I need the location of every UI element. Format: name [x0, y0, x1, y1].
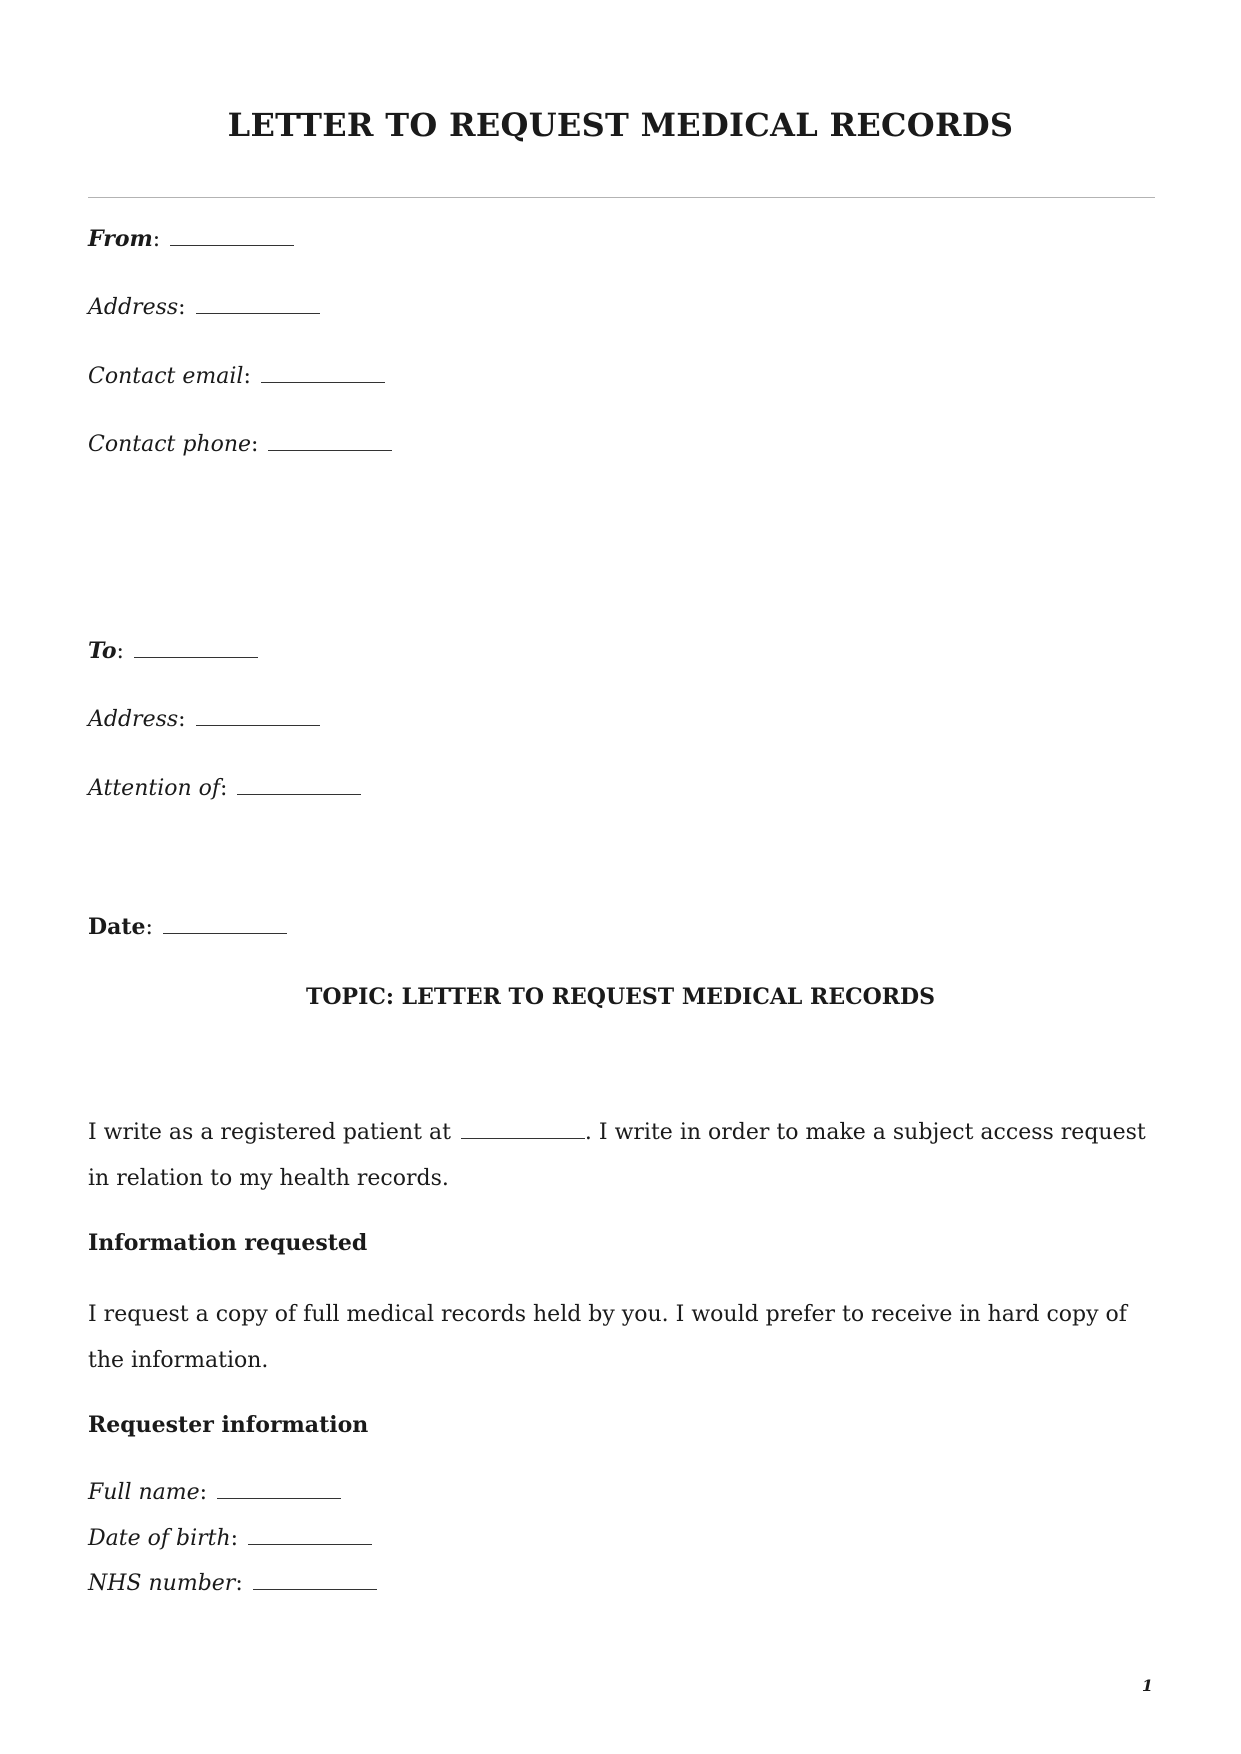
- full-name-label: Full name: [88, 1480, 200, 1505]
- info-requested-paragraph: I request a copy of full medical records held by you. I would prefer to receive in hard copy of the information.: [88, 1302, 1127, 1373]
- to-label: To: [88, 638, 117, 664]
- full-name-blank[interactable]: [217, 1480, 341, 1499]
- recipient-address-field: Address:: [88, 707, 320, 732]
- intro-paragraph: [88, 1110, 1158, 1202]
- practice-blank[interactable]: [461, 1120, 585, 1139]
- title-divider: [88, 197, 1155, 198]
- topic-heading: TOPIC: LETTER TO REQUEST MEDICAL RECORDS: [305, 984, 936, 1010]
- dob-field: Date of birth:: [88, 1526, 372, 1551]
- from-blank[interactable]: [170, 227, 294, 246]
- intro-text-end: . I write in order to make a subject access request in relation to my health records.: [88, 1120, 1146, 1191]
- from-field: From:: [88, 226, 294, 252]
- date-label: Date: [88, 914, 146, 940]
- date-field: Date:: [88, 914, 287, 940]
- contact-phone-label: Contact phone: [88, 432, 252, 457]
- full-name-field: Full name:: [88, 1480, 341, 1505]
- date-blank[interactable]: [163, 915, 287, 934]
- intro-text-start: I write as a registered patient at: [88, 1120, 451, 1145]
- contact-phone-blank[interactable]: [268, 432, 392, 451]
- attention-blank[interactable]: [237, 776, 361, 795]
- contact-email-field: Contact email:: [88, 364, 385, 389]
- attention-field: Attention of:: [88, 776, 361, 801]
- dob-blank[interactable]: [248, 1526, 372, 1545]
- nhs-number-label: NHS number: [88, 1571, 236, 1596]
- recipient-address-blank[interactable]: [196, 707, 320, 726]
- sender-address-label: Address: [88, 295, 179, 320]
- sender-address-field: Address:: [88, 295, 320, 320]
- info-requested-heading: Information requested: [88, 1230, 368, 1256]
- document-title: LETTER TO REQUEST MEDICAL RECORDS: [227, 106, 1014, 144]
- recipient-address-label: Address: [88, 707, 179, 732]
- to-blank[interactable]: [134, 639, 258, 658]
- to-field: To:: [88, 638, 258, 664]
- attention-label: Attention of: [88, 776, 221, 801]
- page-number: 1: [1141, 1676, 1153, 1695]
- nhs-number-blank[interactable]: [253, 1571, 377, 1590]
- contact-phone-field: Contact phone:: [88, 432, 392, 457]
- dob-label: Date of birth: [88, 1526, 231, 1551]
- nhs-number-field: NHS number:: [88, 1571, 377, 1596]
- requester-info-heading: Requester information: [88, 1412, 369, 1438]
- contact-email-label: Contact email: [88, 364, 244, 389]
- contact-email-blank[interactable]: [261, 364, 385, 383]
- sender-address-blank[interactable]: [196, 295, 320, 314]
- from-label: From: [88, 226, 153, 252]
